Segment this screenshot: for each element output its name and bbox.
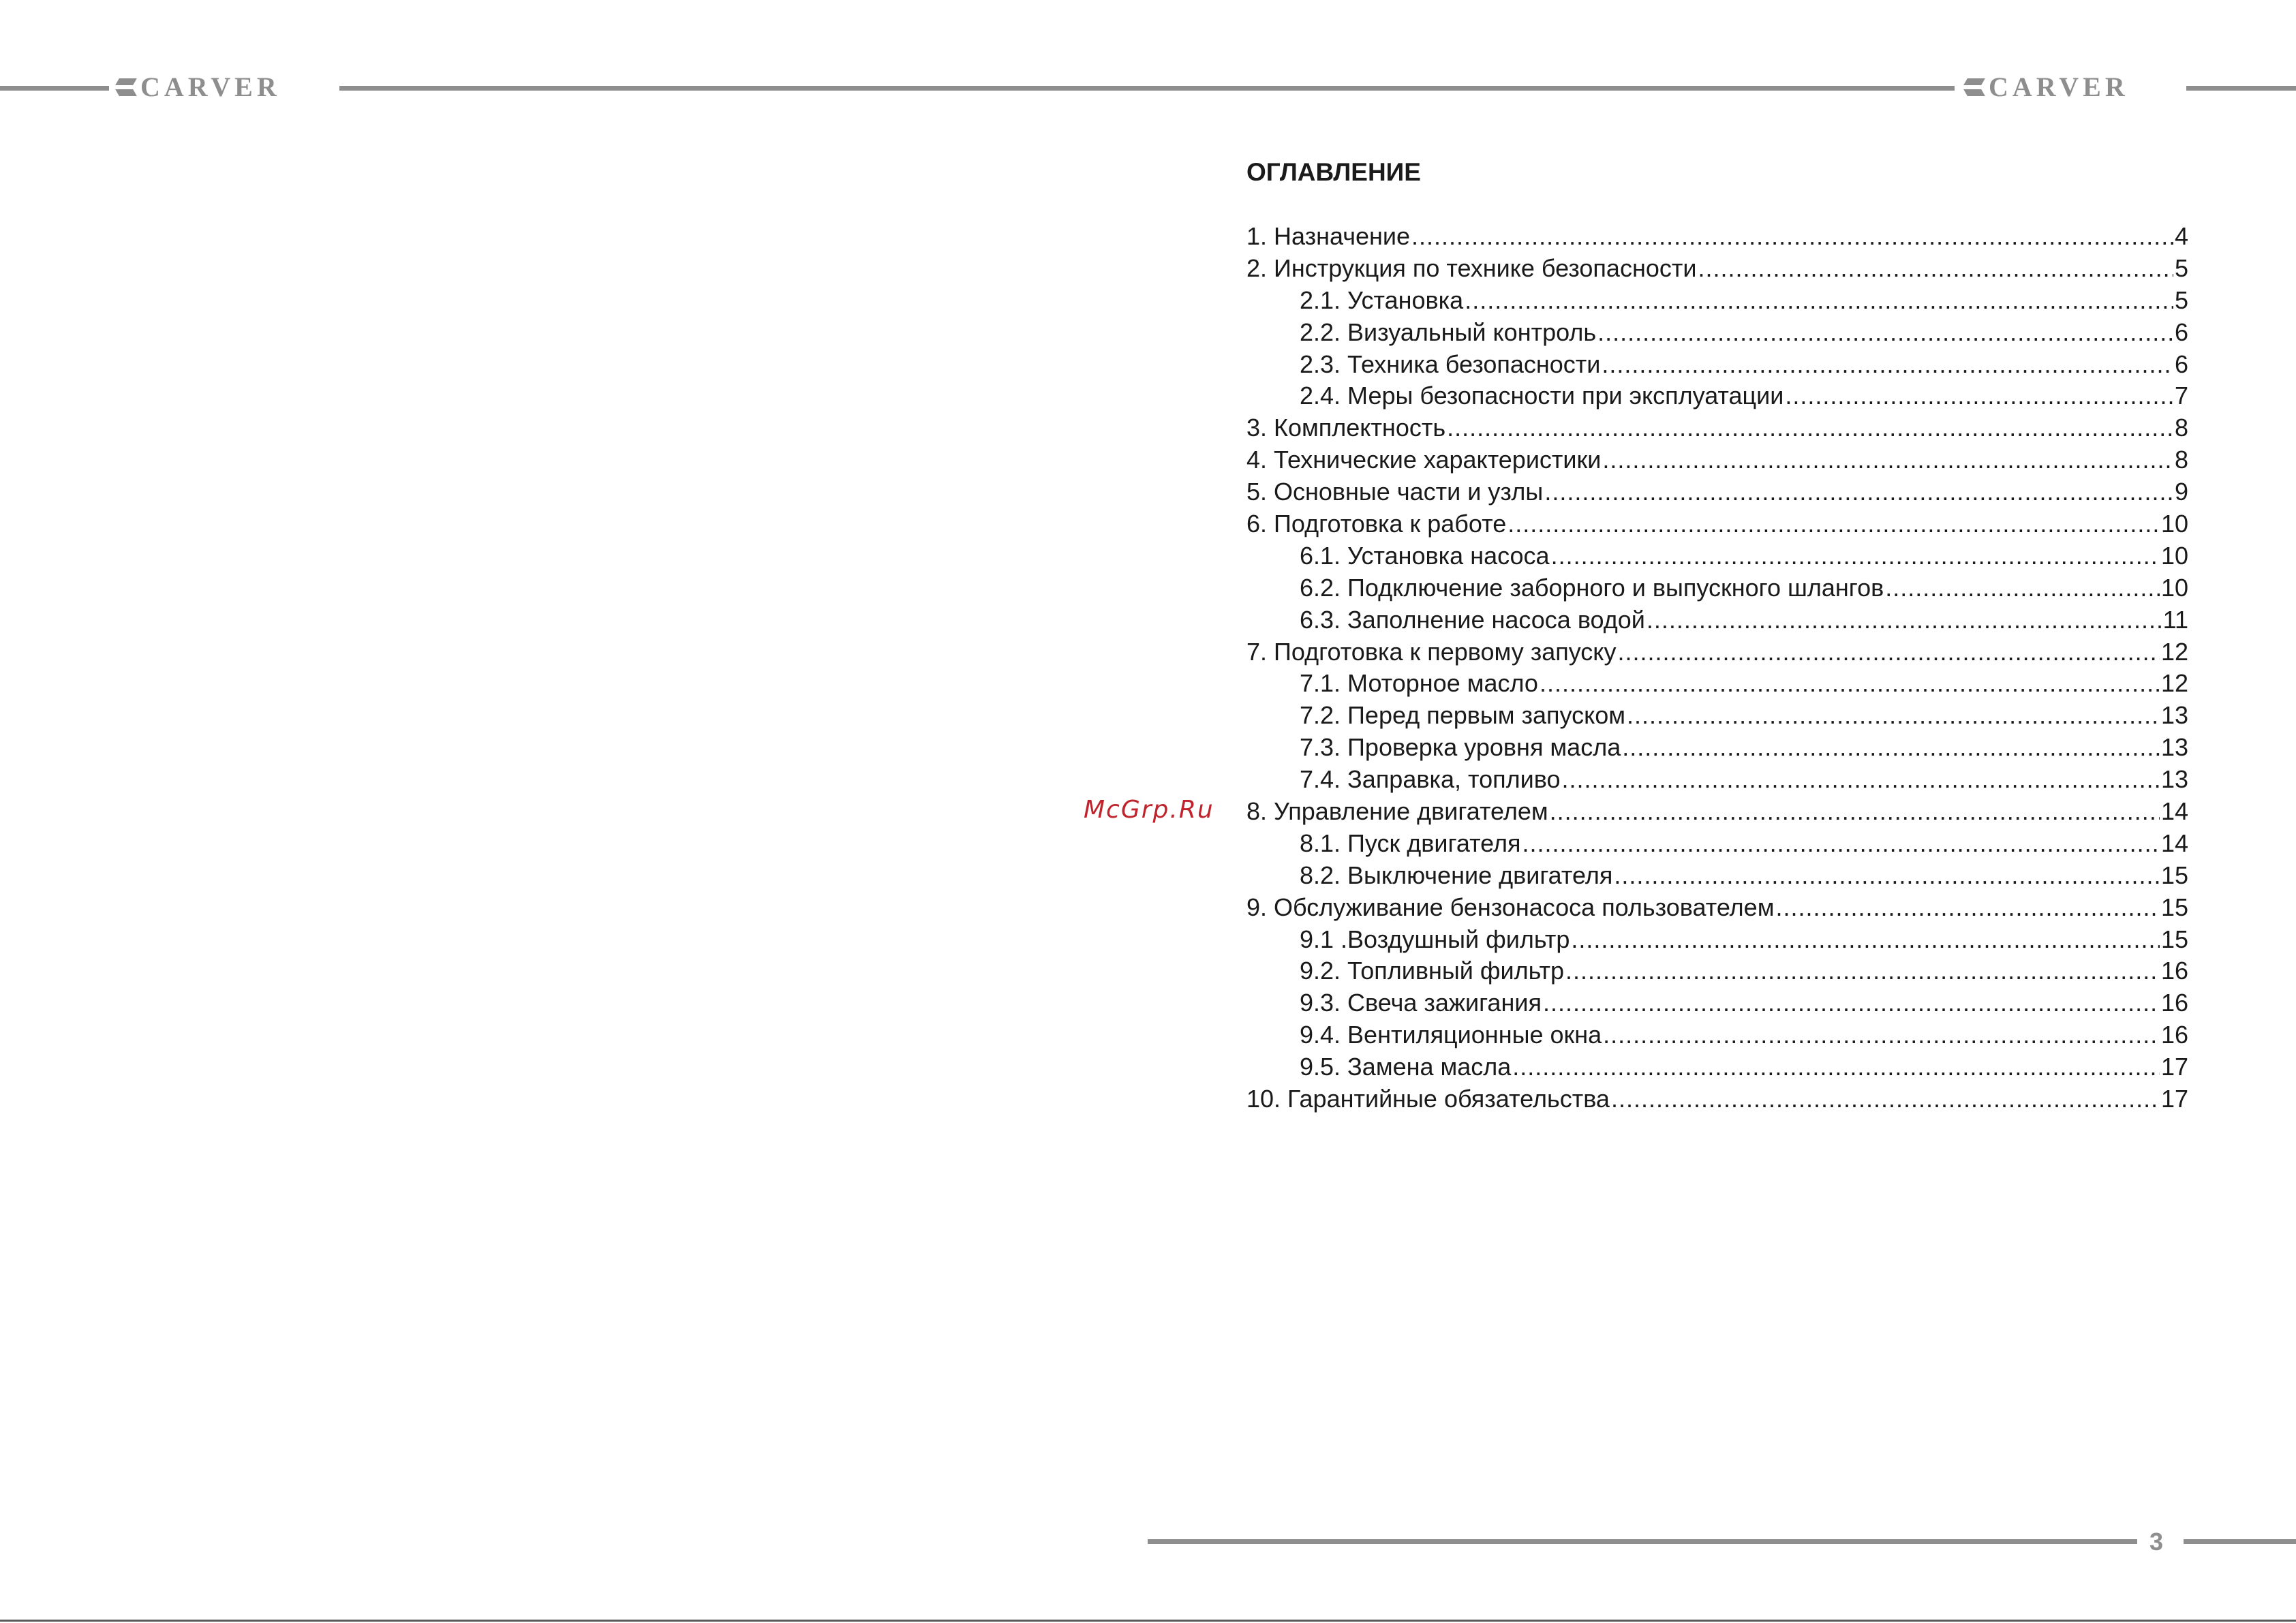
toc-entry[interactable] [1246,349,2188,381]
toc-entry-leader [1544,476,2173,508]
toc-entry-label: 8. Управление двигателем [1246,797,1548,826]
toc-entry-leader [1507,508,2160,540]
header-rule-right [2186,86,2296,91]
toc-entry-leader [1550,796,2160,828]
toc-entry-page: 17 [2160,1085,2188,1113]
toc-entry[interactable] [1246,636,2188,668]
toc-entry-label: 7.4. Заправка, топливо [1300,765,1561,794]
toc-entry-leader [1622,732,2160,764]
toc-entry[interactable] [1246,285,2188,317]
toc-entry-leader [1565,955,2160,987]
toc-entry-leader [1698,253,2173,285]
toc-entry[interactable] [1246,444,2188,476]
toc-entry-label: 7.1. Моторное масло [1300,669,1538,698]
toc-entry-label: 5. Основные части и узлы [1246,478,1544,506]
toc-entry-label: 2.4. Меры безопасности при эксплуатации [1300,382,1784,410]
toc-entry-label: 9.1 .Воздушный фильтр [1300,925,1570,953]
toc-entry-page: 8 [2174,446,2188,474]
toc-entry-label: 2.3. Техника безопасности [1300,350,1601,378]
toc-entry-label: 6.2. Подключение заборного и выпускного шлангов [1300,573,1884,602]
toc-entry-page: 13 [2160,765,2188,794]
toc-entry[interactable] [1246,221,2188,253]
toc-entry-leader [1551,540,2160,572]
toc-entry-page: 12 [2160,637,2188,666]
toc-entry-page: 15 [2160,893,2188,921]
toc-entry[interactable] [1246,1019,2188,1051]
toc-entry-label: 6.3. Заполнение насоса водой [1300,605,1645,634]
carver-logo-mark-icon [1965,78,1983,96]
toc-entry-page: 15 [2160,861,2188,889]
toc-entry-leader [1647,604,2162,636]
toc-entry-leader [1597,317,2173,349]
toc-entry-leader [1603,1019,2160,1051]
toc-entry-leader [1543,987,2160,1019]
toc-entry-page: 15 [2160,925,2188,953]
toc-entry-leader [1617,636,2159,668]
toc-entry[interactable] [1246,380,2188,412]
toc-entry[interactable] [1246,412,2188,444]
toc-entry-page: 16 [2160,989,2188,1017]
toc-entry-page: 5 [2174,253,2188,282]
toc-entry[interactable] [1246,1083,2188,1115]
toc-entry-page: 16 [2160,1021,2188,1049]
toc-entry[interactable] [1246,860,2188,892]
toc-entry-label: 2. Инструкция по технике безопасности [1246,253,1697,282]
toc-entry-page: 17 [2160,1053,2188,1081]
toc-entry-label: 7. Подготовка к первому запуску [1246,637,1617,666]
toc-entry-page: 12 [2160,669,2188,698]
toc-entry-page: 10 [2160,510,2188,538]
toc-entry-label: 7.2. Перед первым запуском [1300,701,1626,730]
toc-entry-leader [1602,444,2173,476]
carver-logo-text: CARVER [1989,72,2129,102]
page-bottom-edge [0,1620,2296,1622]
toc-entry-label: 9.5. Замена масла [1300,1053,1512,1081]
toc-entry-page: 7 [2174,382,2188,410]
toc-entry-leader [1562,764,2160,796]
toc-entry[interactable] [1246,540,2188,572]
toc-entry-page: 6 [2174,350,2188,378]
page-number: 3 [2149,1528,2164,1556]
toc-list [1246,221,2188,1115]
carver-logo-left [117,72,281,102]
toc-entry[interactable] [1246,1051,2188,1083]
toc-entry[interactable] [1246,892,2188,924]
toc-entry-label: 9.4. Вентиляционные окна [1300,1021,1602,1049]
toc-entry-leader [1611,1083,2160,1115]
carver-logo-text: CARVER [140,72,281,102]
toc-entry-leader [1775,892,2160,924]
toc-entry-page: 13 [2160,701,2188,730]
toc-entry-label: 1. Назначение [1246,222,1411,250]
footer-rule-left [1148,1539,2137,1544]
toc-entry[interactable] [1246,572,2188,604]
toc-entry-leader [1614,860,2160,892]
toc-entry-leader [1522,828,2160,860]
toc-entry-page: 5 [2174,285,2188,314]
toc-entry-label: 10. Гарантийные обязательства [1246,1085,1610,1113]
toc-entry-page: 8 [2174,414,2188,442]
header-rule-center [339,86,1955,91]
toc-entry-leader [1540,668,2160,700]
toc-entry-label: 2.1. Установка [1300,285,1464,314]
toc-entry-leader [1465,285,2173,317]
toc-entry-page: 16 [2160,957,2188,985]
toc-entry-leader [1885,572,2160,604]
toc-entry-page: 6 [2174,318,2188,346]
toc-entry-page: 14 [2160,829,2188,857]
toc-entry-label: 2.2. Визуальный контроль [1300,318,1597,346]
toc-entry-label: 3. Комплектность [1246,414,1446,442]
toc-entry-leader [1785,380,2173,412]
toc-entry-page: 10 [2160,541,2188,570]
toc-entry-page: 10 [2160,573,2188,602]
toc-entry[interactable] [1246,924,2188,956]
header-rule-left [0,86,109,91]
toc-title: ОГЛАВЛЕНИЕ [1246,158,1421,186]
carver-logo-mark-icon [117,78,135,96]
toc-entry-label: 8.1. Пуск двигателя [1300,829,1521,857]
toc-entry-leader [1447,412,2173,444]
footer-rule-right [2184,1539,2296,1544]
toc-entry-label: 9. Обслуживание бензонасоса пользователем [1246,893,1775,921]
toc-entry[interactable] [1246,253,2188,285]
toc-entry[interactable] [1246,668,2188,700]
toc-entry-leader [1512,1051,2160,1083]
toc-entry[interactable] [1246,476,2188,508]
toc-entry-leader [1571,924,2160,956]
toc-entry[interactable] [1246,700,2188,732]
toc-entry[interactable] [1246,987,2188,1019]
toc-entry-page: 11 [2162,605,2188,634]
toc-entry-page: 14 [2160,797,2188,826]
toc-entry[interactable] [1246,955,2188,987]
toc-entry-label: 9.2. Топливный фильтр [1300,957,1565,985]
toc-entry[interactable] [1246,604,2188,636]
toc-entry[interactable] [1246,828,2188,860]
toc-entry-label: 9.3. Свеча зажигания [1300,989,1542,1017]
toc-entry[interactable] [1246,764,2188,796]
toc-entry-label: 8.2. Выключение двигателя [1300,861,1613,889]
toc-entry[interactable] [1246,508,2188,540]
toc-entry[interactable] [1246,317,2188,349]
toc-entry-leader [1627,700,2160,732]
toc-entry-leader [1411,221,2173,253]
toc-entry-page: 13 [2160,733,2188,762]
toc-entry-label: 6. Подготовка к работе [1246,510,1507,538]
toc-entry-label: 4. Технические характеристики [1246,446,1602,474]
watermark-link[interactable]: McGrp.Ru [1084,796,1214,824]
toc-entry-page: 9 [2174,478,2188,506]
toc-entry-label: 7.3. Проверка уровня масла [1300,733,1621,762]
toc-entry-leader [1602,349,2173,381]
toc-entry[interactable] [1246,796,2188,828]
toc-entry[interactable] [1246,732,2188,764]
toc-entry-page: 4 [2174,222,2188,250]
toc-entry-label: 6.1. Установка насоса [1300,541,1550,570]
carver-logo-right [1965,72,2129,102]
